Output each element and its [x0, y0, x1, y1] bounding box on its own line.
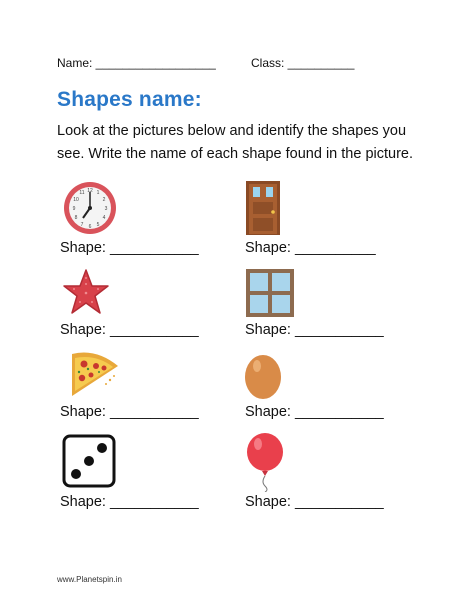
shape-answer-label: Shape: ___________ [60, 240, 199, 256]
svg-text:9: 9 [72, 206, 76, 212]
shape-answer-label: Shape: ___________ [245, 322, 384, 338]
svg-text:12: 12 [87, 188, 93, 194]
shape-answer-label: Shape: __________ [245, 240, 376, 256]
svg-text:2: 2 [102, 197, 106, 203]
shape-answer-label: Shape: ___________ [245, 404, 384, 420]
egg-icon [243, 350, 283, 400]
starfish-icon [62, 268, 110, 316]
svg-text:11: 11 [79, 190, 85, 196]
svg-text:5: 5 [96, 222, 100, 228]
svg-text:8: 8 [74, 215, 78, 221]
svg-text:4: 4 [102, 215, 106, 221]
balloon-icon [244, 432, 286, 492]
instruction-line: Look at the pictures below and identify the shapes you [57, 123, 407, 139]
footer-website: www.Planetspin.in [57, 575, 122, 584]
window-icon [245, 268, 295, 318]
class-field-label: Class: __________ [251, 56, 355, 70]
svg-text:1: 1 [96, 190, 100, 196]
door-icon [245, 180, 281, 236]
shape-answer-label: Shape: ___________ [60, 494, 199, 510]
svg-text:10: 10 [73, 197, 79, 203]
svg-text:3: 3 [104, 206, 108, 212]
name-field-label: Name: __________________ [57, 56, 216, 70]
svg-text:7: 7 [80, 222, 84, 228]
clock-icon [62, 180, 118, 236]
pizza-slice-icon [66, 350, 122, 398]
dice-icon [62, 434, 116, 488]
svg-text:6: 6 [88, 224, 92, 230]
shape-answer-label: Shape: ___________ [60, 404, 199, 420]
worksheet-title: Shapes name: [57, 88, 202, 111]
instruction-line: see. Write the name of each shape found in the picture. [57, 146, 414, 162]
shape-answer-label: Shape: ___________ [60, 322, 199, 338]
shape-answer-label: Shape: ___________ [245, 494, 384, 510]
instructions [57, 120, 437, 166]
